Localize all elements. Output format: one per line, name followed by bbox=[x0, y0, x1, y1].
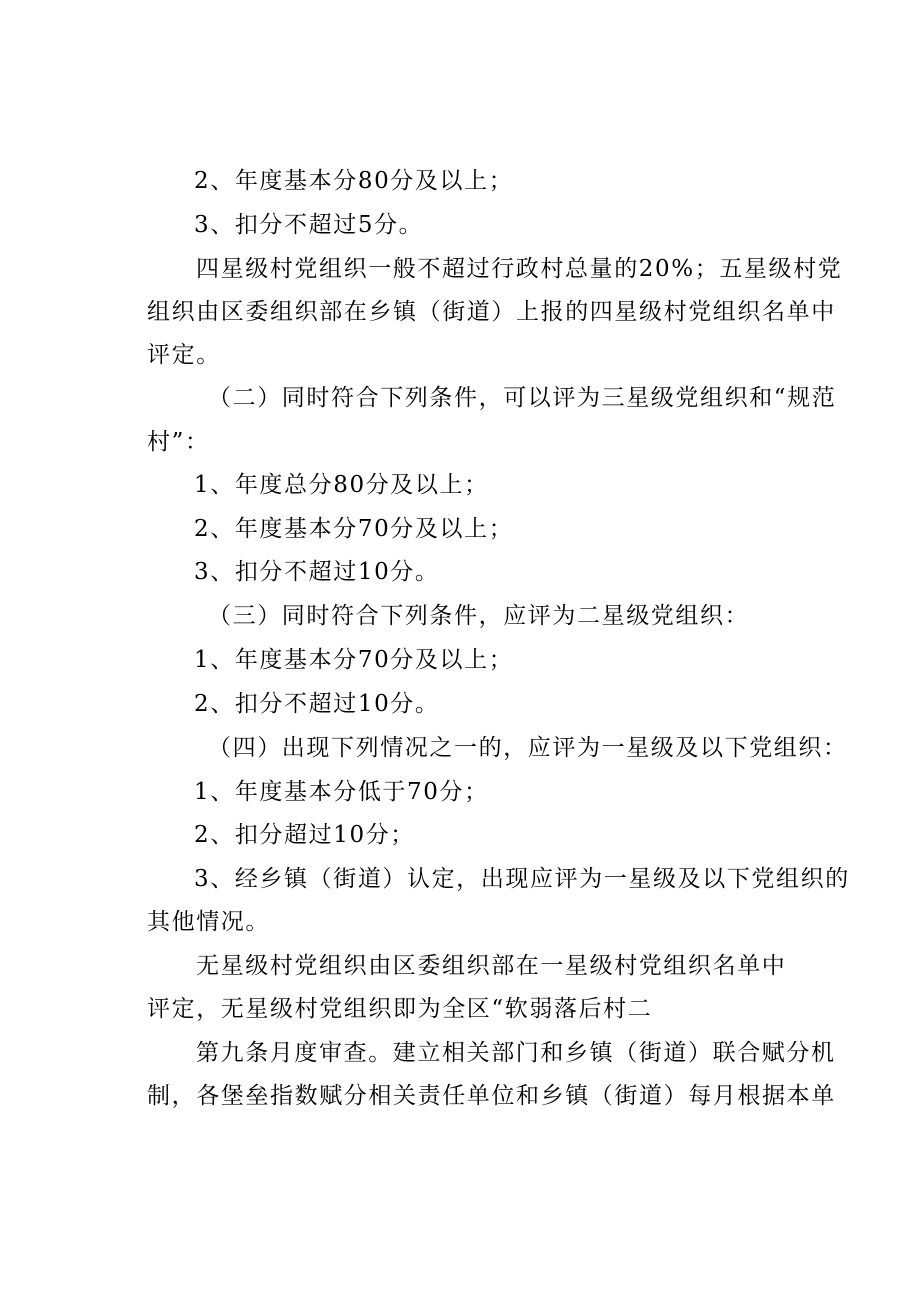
text-line: 2、年度基本分70分及以上； bbox=[194, 516, 514, 542]
text-line: （二）同时符合下列条件，可以评为三星级党组织和“规范 bbox=[208, 385, 837, 411]
text-line: （三）同时符合下列条件，应评为二星级党组织： bbox=[208, 603, 750, 629]
text-line: 1、年度总分80分及以上； bbox=[194, 472, 489, 498]
text-line: 第九条月度审查。建立相关部门和乡镇（街道）联合赋分机 bbox=[196, 1040, 836, 1066]
text-line: 评定。 bbox=[147, 342, 221, 368]
text-line: 3、扣分不超过5分。 bbox=[194, 212, 424, 238]
text-line: 四星级村党组织一般不超过行政村总量的20%；五星级村党 bbox=[196, 256, 843, 282]
text-line: 其他情况。 bbox=[147, 909, 270, 935]
text-line: 无星级村党组织由区委组织部在一星级村党组织名单中 bbox=[196, 953, 787, 979]
text-line: 1、年度基本分70分及以上； bbox=[194, 647, 514, 673]
text-line: 2、扣分超过10分； bbox=[194, 822, 415, 848]
text-line: 评定，无星级村党组织即为全区“软弱落后村二 bbox=[147, 996, 653, 1022]
text-line: 2、扣分不超过10分。 bbox=[194, 691, 440, 717]
text-line: 2、年度基本分80分及以上； bbox=[194, 168, 514, 194]
text-line: 组织由区委组织部在乡镇（街道）上报的四星级村党组织名单中 bbox=[147, 299, 836, 325]
text-line: 3、经乡镇（街道）认定，出现应评为一星级及以下党组织的 bbox=[194, 866, 850, 892]
text-line: 制，各堡垒指数赋分相关责任单位和乡镇（街道）每月根据本单 bbox=[147, 1083, 836, 1109]
text-line: 1、年度基本分低于70分； bbox=[194, 779, 489, 805]
text-line: 3、扣分不超过10分。 bbox=[194, 559, 440, 585]
text-line: 村”： bbox=[147, 429, 210, 455]
text-line: （四）出现下列情况之一的，应评为一星级及以下党组织： bbox=[208, 735, 848, 761]
